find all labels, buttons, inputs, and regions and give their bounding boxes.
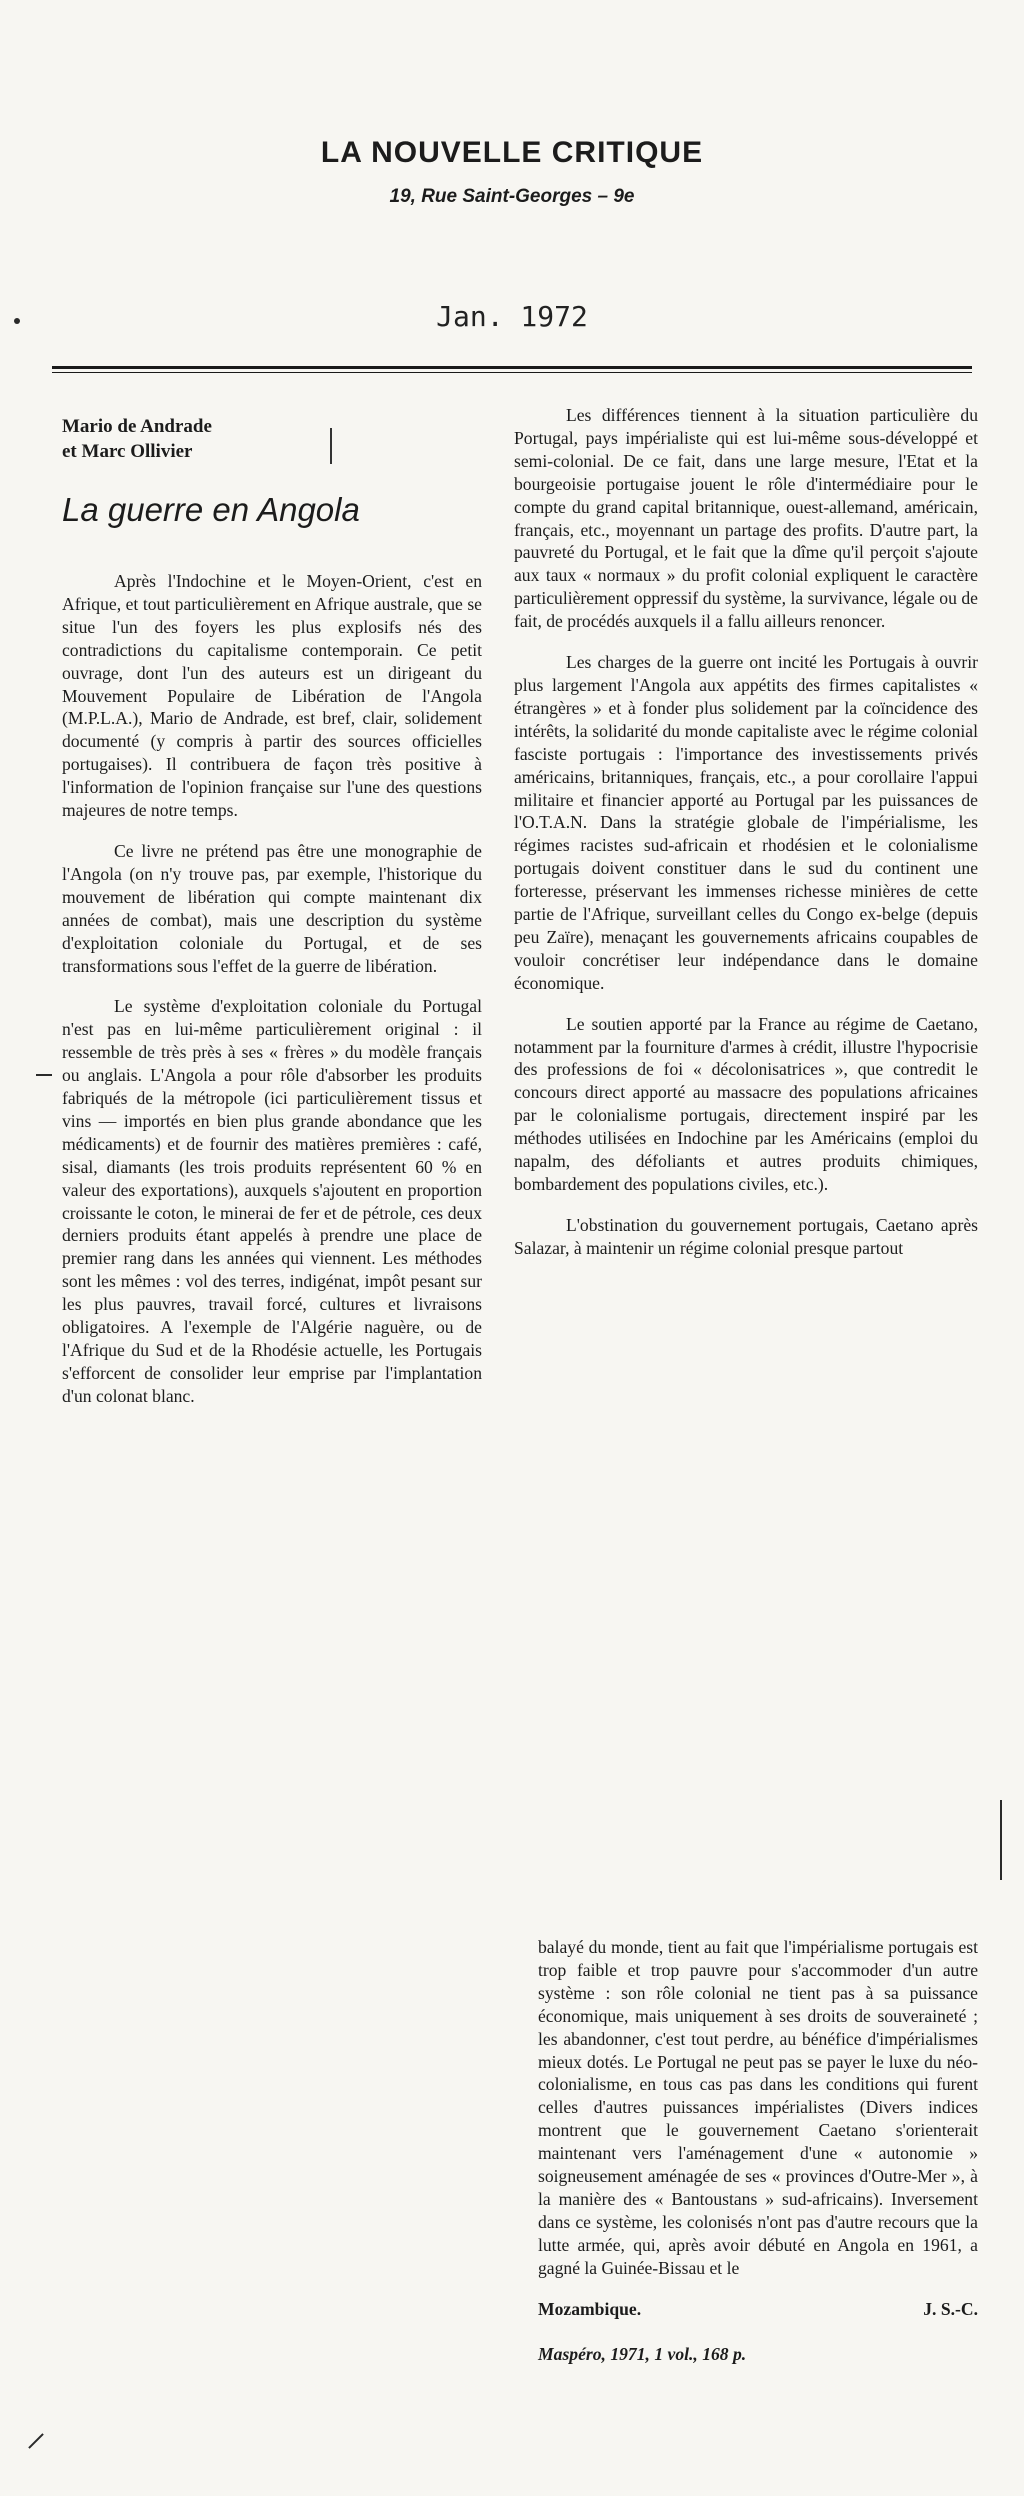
masthead-address: 19, Rue Saint-Georges – 9e xyxy=(389,186,635,207)
book-title: La guerre en Angola xyxy=(62,491,360,528)
right-margin-bracket xyxy=(1000,1800,1002,1880)
signature-line xyxy=(538,2298,978,2321)
paragraph: Le soutien apporté par la France au régime de Caetano, notamment par la fourniture d'armes à crédit, illustre l'hypocrisie des professions de foi « décolonisatrices », que contredit le concours direct apporté au massacre des populations africaines par le colonialisme portugais, directement inspiré par les méthodes utilisées en Indochine par les Américains (emploi du napalm, des défoliants et autres produits chimiques, bombardement des populations civiles, etc.). xyxy=(514,1013,978,1194)
top-rule xyxy=(52,366,972,369)
top-rule-thin xyxy=(52,372,972,373)
paragraph: L'obstination du gouvernement portugais, Caetano après Salazar, à maintenir un régime colonial presque partout xyxy=(514,1214,978,1258)
masthead-title: LA NOUVELLE CRITIQUE xyxy=(320,136,704,169)
right-column xyxy=(514,404,978,1278)
paragraph: Ce livre ne prétend pas être une monographie de l'Angola (on n'y trouve pas, par exemple, l'historique du mouvement de libération qui compte maintenant dix années de combat), mais une description du système d'exploitation coloniale du Portugal, et de ses transformations sous l'effet de la guerre de libération. xyxy=(62,840,482,976)
paragraph: Les charges de la guerre ont incité les Portugais à ouvrir plus largement l'Angola aux appétits des firmes capitalistes « étrangères » et à fonder plus solidement par la coïncidence des intérêts, la solidarité du monde capitaliste avec le régime colonial fasciste portugais : l'importance des investissements privés américains, britanniques, français, etc., a pour corollaire l'appui militaire et financier apporté au Portugal par les puissances de l'O.T.A.N. Dans la stratégie globale de l'impérialisme, les régimes racistes sud-africain et rhodésien et le colonialisme portugais doivent constituer dans le sud du continent une forteresse, préservant les immenses richesse minières de cette partie de l'Afrique, surveillant celles du Congo ex-belge (depuis peu Zaïre), menaçant les gouvernements africains coupables de vouloir concrétiser leur indépendance dans le domaine économique. xyxy=(514,652,978,993)
authors-line-2: et Marc Ollivier xyxy=(62,441,193,462)
paragraph: Les différences tiennent à la situation particulière du Portugal, pays impérialiste qui est lui-même sous-développé et semi-colonial. De ce fait, dans une large mesure, l'Etat et la bourgeoisie portugaise jouent le rôle d'intermédiaire pour le compte du grand capital britannique, ouest-allemand, américain, français, etc., moyennant un partage des profits. D'autre part, la pauvreté du Portugal, et le fait que la dîme qu'il perçoit s'ajoute aux taux « normaux » du profit colonial expliquent le caractère particulièrement oppressif du système, la survivance, légale ou de fait, de procédés auxquels il a fallu ailleurs renoncer. xyxy=(514,405,978,632)
stamp-date: Jan. 1972 xyxy=(436,300,588,333)
authors-line-1: Mario de Andrade xyxy=(62,416,212,437)
right-column-continuation xyxy=(538,1936,978,2365)
signature-last-word: Mozambique. xyxy=(538,2298,642,2319)
signature: J. S.-C. xyxy=(923,2298,978,2319)
margin-dot xyxy=(14,318,20,324)
paragraph: Après l'Indochine et le Moyen-Orient, c'est en Afrique, et tout particulièrement en Afrique australe, que se situe l'un des foyers les plus explosifs nés des contradictions du capitalisme contemporain. Ce petit ouvrage, dont l'un des auteurs est un dirigeant du Mouvement Populaire de Libération de l'Angola (M.P.L.A.), Mario de Andrade, est bref, clair, solidement documenté (y compris à partir des sources officielles portugaises). Il contribuera de façon très positive à l'information de l'opinion française sur l'une des questions majeures de notre temps. xyxy=(62,571,482,821)
continuation-paragraph: balayé du monde, tient au fait que l'impérialisme portugais est trop faible et trop pauvre pour s'accommoder d'un autre système : son rôle colonial ne tient pas à sa puissance économique, mais uniquement à ses droits de souveraineté ; les abandonner, c'est tout perdre, au bénéfice d'impérialismes mieux dotés. Le Portugal ne peut pas se payer le luxe du néo-colonialisme, en tous cas pas dans les conditions qui furent celles d'autres puissances impérialistes (Divers indices montrent que le gouvernement Caetano s'orienterait maintenant vers l'aménagement d'une « autonomie » soigneusement aménagée de ses « provinces d'Outre-Mer », à la manière des « Bantoustans » sud-africains). Inversement dans ce système, les colonisés n'ont pas d'autre recours que la lutte armée, qui, après avoir débuté en Angola en 1961, a gagné la Guinée-Bissau et le xyxy=(538,1937,978,2278)
publisher-info: Maspéro, 1971, 1 vol., 168 p. xyxy=(538,2343,747,2364)
left-column xyxy=(62,414,482,1426)
paragraph: Le système d'exploitation coloniale du Portugal n'est pas en lui-même particulièrement original : il ressemble de très près à ses « frères » du modèle français ou anglais. L'Angola a pour rôle d'absorber les produits fabriqués de la métropole (ici particulièrement tissus et vins — importés en bien plus grande abondance que les médicaments) et de fournir des matières premières : café, sisal, diamants (les trois produits représentent 60 % en valeur des exportations), auxquels s'ajoutent en proportion croissante le coton, le minerai de fer et de pétrole, ces deux derniers produits étant appelés à prendre une place de premier rang dans les années qui viennent. Les méthodes sont les mêmes : vol des terres, indigénat, impôt pesant sur les plus pauvres, travail forcé, cultures et livraisons obligatoires. A l'exemple de l'Algérie naguère, ou de l'Afrique du Sud et de la Rhodésie actuelle, les Portugais s'efforcent de consolider leur emprise par l'implantation d'un colonat blanc. xyxy=(62,996,482,1406)
corner-pen-mark xyxy=(28,2433,44,2449)
margin-dash xyxy=(36,1074,52,1076)
